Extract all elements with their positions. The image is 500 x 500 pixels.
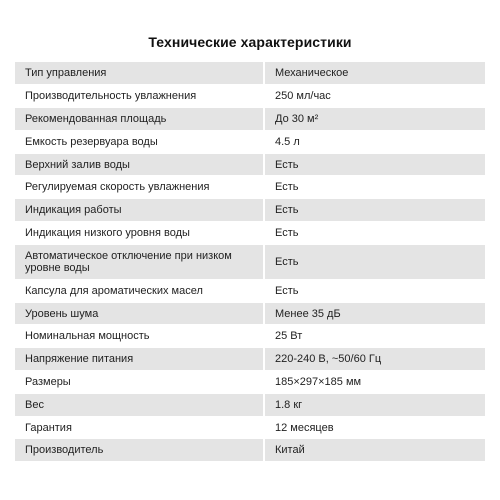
spec-value: 220-240 В, ~50/60 Гц: [264, 348, 485, 371]
spec-value: 4.5 л: [264, 130, 485, 153]
spec-label: Вес: [15, 393, 264, 416]
spec-label: Автоматическое отключение при низком уровне воды: [15, 244, 264, 279]
spec-value: Китай: [264, 439, 485, 462]
table-row: [15, 130, 485, 153]
spec-label: Уровень шума: [15, 302, 264, 325]
spec-value: 250 мл/час: [264, 85, 485, 108]
table-row: [15, 176, 485, 199]
table-row: [15, 439, 485, 462]
spec-label: Индикация низкого уровня воды: [15, 222, 264, 245]
spec-value: Менее 35 дБ: [264, 302, 485, 325]
table-row: [15, 153, 485, 176]
table-row: [15, 244, 485, 279]
spec-label: Гарантия: [15, 416, 264, 439]
spec-label: Верхний залив воды: [15, 153, 264, 176]
spec-value: Есть: [264, 199, 485, 222]
spec-value: Есть: [264, 222, 485, 245]
spec-label: Напряжение питания: [15, 348, 264, 371]
spec-label: Индикация работы: [15, 199, 264, 222]
table-row: [15, 348, 485, 371]
table-row: [15, 302, 485, 325]
table-row: [15, 62, 485, 85]
spec-value: До 30 м²: [264, 108, 485, 131]
table-row: [15, 199, 485, 222]
spec-label: Производитель: [15, 439, 264, 462]
spec-value: 25 Вт: [264, 325, 485, 348]
spec-value: Есть: [264, 244, 485, 279]
table-row: [15, 416, 485, 439]
spec-value: Механическое: [264, 62, 485, 85]
table-row: [15, 108, 485, 131]
spec-label: Капсула для ароматических масел: [15, 279, 264, 302]
spec-value: 1.8 кг: [264, 393, 485, 416]
spec-value: Есть: [264, 279, 485, 302]
spec-value: 12 месяцев: [264, 416, 485, 439]
spec-label: Рекомендованная площадь: [15, 108, 264, 131]
table-row: [15, 371, 485, 394]
spec-table: [15, 62, 485, 462]
spec-label: Номинальная мощность: [15, 325, 264, 348]
spec-value: Есть: [264, 153, 485, 176]
spec-value: Есть: [264, 176, 485, 199]
table-row: [15, 222, 485, 245]
spec-label: Тип управления: [15, 62, 264, 85]
spec-label: Регулируемая скорость увлажнения: [15, 176, 264, 199]
table-row: [15, 279, 485, 302]
page-title: Технические характеристики: [148, 34, 352, 50]
spec-label: Емкость резервуара воды: [15, 130, 264, 153]
table-row: [15, 393, 485, 416]
spec-value: 185×297×185 мм: [264, 371, 485, 394]
spec-label: Размеры: [15, 371, 264, 394]
table-row: [15, 325, 485, 348]
table-row: [15, 85, 485, 108]
spec-label: Производительность увлажнения: [15, 85, 264, 108]
